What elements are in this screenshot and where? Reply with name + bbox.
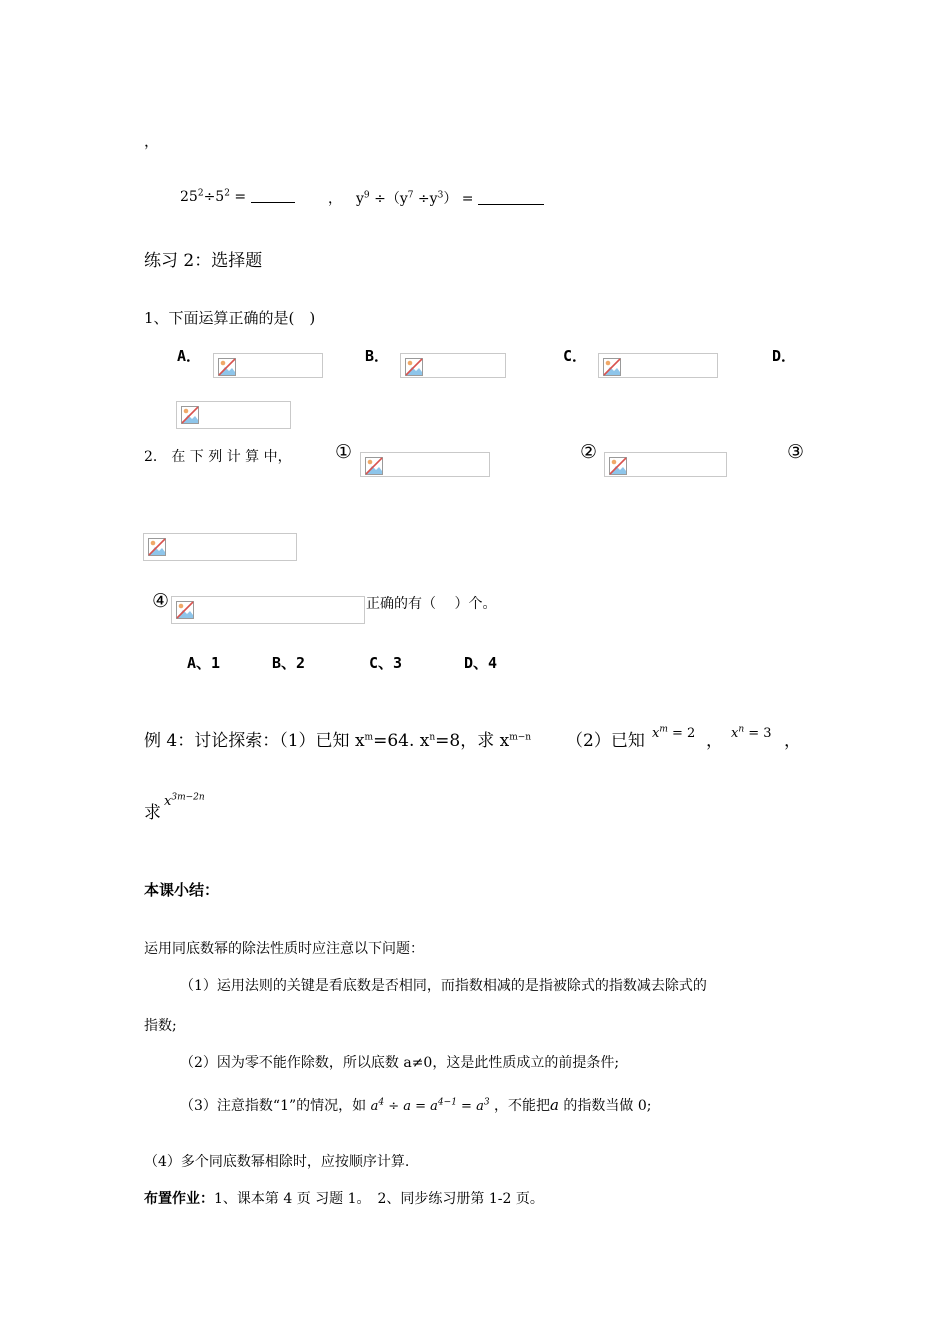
summary-point-4: （4）多个同底数幂相除时，应按顺序计算. (144, 1154, 410, 1170)
option-b-image (400, 353, 506, 378)
option-a-label: A． (177, 347, 202, 365)
broken-image-icon (218, 358, 236, 376)
example-4-part-2: （2）已知 (566, 731, 645, 751)
example-4-part-1: 例 4：讨论探索：（1）已知 $x^m=64$. $x^n=8$，求 $x^{m-n}$ (144, 731, 532, 751)
fill-in-expression-1: $25^2\div 5^2$ = (180, 188, 295, 205)
circled-2: ② (580, 441, 598, 463)
summary-title: 本课小结： (144, 881, 220, 899)
broken-image-icon (176, 601, 194, 619)
stray-comma: ， (144, 132, 160, 150)
answer-blank-2[interactable] (478, 190, 544, 205)
homework-label: 布置作业： (144, 1191, 214, 1207)
option-d-image (176, 401, 291, 429)
broken-image-icon (365, 457, 383, 475)
calc-4-image (171, 596, 365, 624)
answer-blank-1[interactable] (251, 188, 295, 203)
summary-point-1-cont: 指数; (144, 1018, 177, 1034)
broken-image-icon (181, 406, 199, 424)
calc-3-image (143, 533, 297, 561)
answer-b: B、2 (272, 654, 306, 672)
comma-2: ， (784, 731, 801, 751)
formula-x-3m-2n: $x^{3m-2n}$ (164, 792, 205, 809)
formula-x-m-equals-2: $x^m = 2$ (652, 724, 696, 741)
exercise-2-title: 练习 2：选择题 (144, 251, 263, 271)
circled-1: ① (335, 441, 353, 463)
summary-point-2: （2）因为零不能作除数，所以底数 a≠0，这是此性质成立的前提条件; (180, 1055, 620, 1071)
broken-image-icon (609, 457, 627, 475)
homework (144, 1188, 544, 1208)
homework-text: 1、课本第 4 页 习题 1。 2、同步练习册第 1-2 页。 (214, 1191, 544, 1207)
summary-point-1: （1）运用法则的关键是看底数是否相同，而指数相减的是指被除式的指数减去除式的 (180, 978, 707, 994)
formula-a4-div-a: $a^4 \div a = a^{4-1} = a^3$ (370, 1097, 490, 1114)
calc-2-image (604, 452, 727, 477)
option-c-label: C． (563, 347, 588, 365)
formula-x-n-equals-3: $x^n = 3$ (731, 724, 772, 741)
option-c-image (598, 353, 718, 378)
answer-a: A、1 (187, 654, 221, 672)
example-4-ask: 求 (144, 803, 161, 823)
circled-3: ③ (787, 441, 805, 463)
summary-point-3: （3）注意指数“1”的情况，如 $a^4 \div a = a^{4-1} = a^3$ ，不能把a 的指数当做 0; (180, 1096, 652, 1114)
separator-comma: ， (328, 191, 342, 207)
answer-c: C、3 (369, 654, 403, 672)
option-d-label: D． (772, 347, 797, 365)
comma-1: ， (706, 731, 723, 751)
question-2: 2． 在 下 列 计 算 中， (144, 449, 292, 465)
calc-1-image (360, 452, 490, 477)
circled-4: ④ (152, 590, 170, 612)
summary-intro: 运用同底数幂的除法性质时应注意以下问题： (144, 941, 424, 957)
answer-d: D、4 (464, 654, 498, 672)
broken-image-icon (405, 358, 423, 376)
broken-image-icon (603, 358, 621, 376)
fill-in-expression-2: $y^9 \div(y^7 \div y^3)$ = (356, 188, 544, 208)
formula-a: a (550, 1096, 559, 1114)
option-b-label: B． (365, 347, 390, 365)
option-a-image (213, 353, 323, 378)
question-1: 1、下面运算正确的是( ) (144, 309, 316, 327)
question-2-tail: 正确的有（ ）个。 (366, 596, 497, 612)
broken-image-icon (148, 538, 166, 556)
